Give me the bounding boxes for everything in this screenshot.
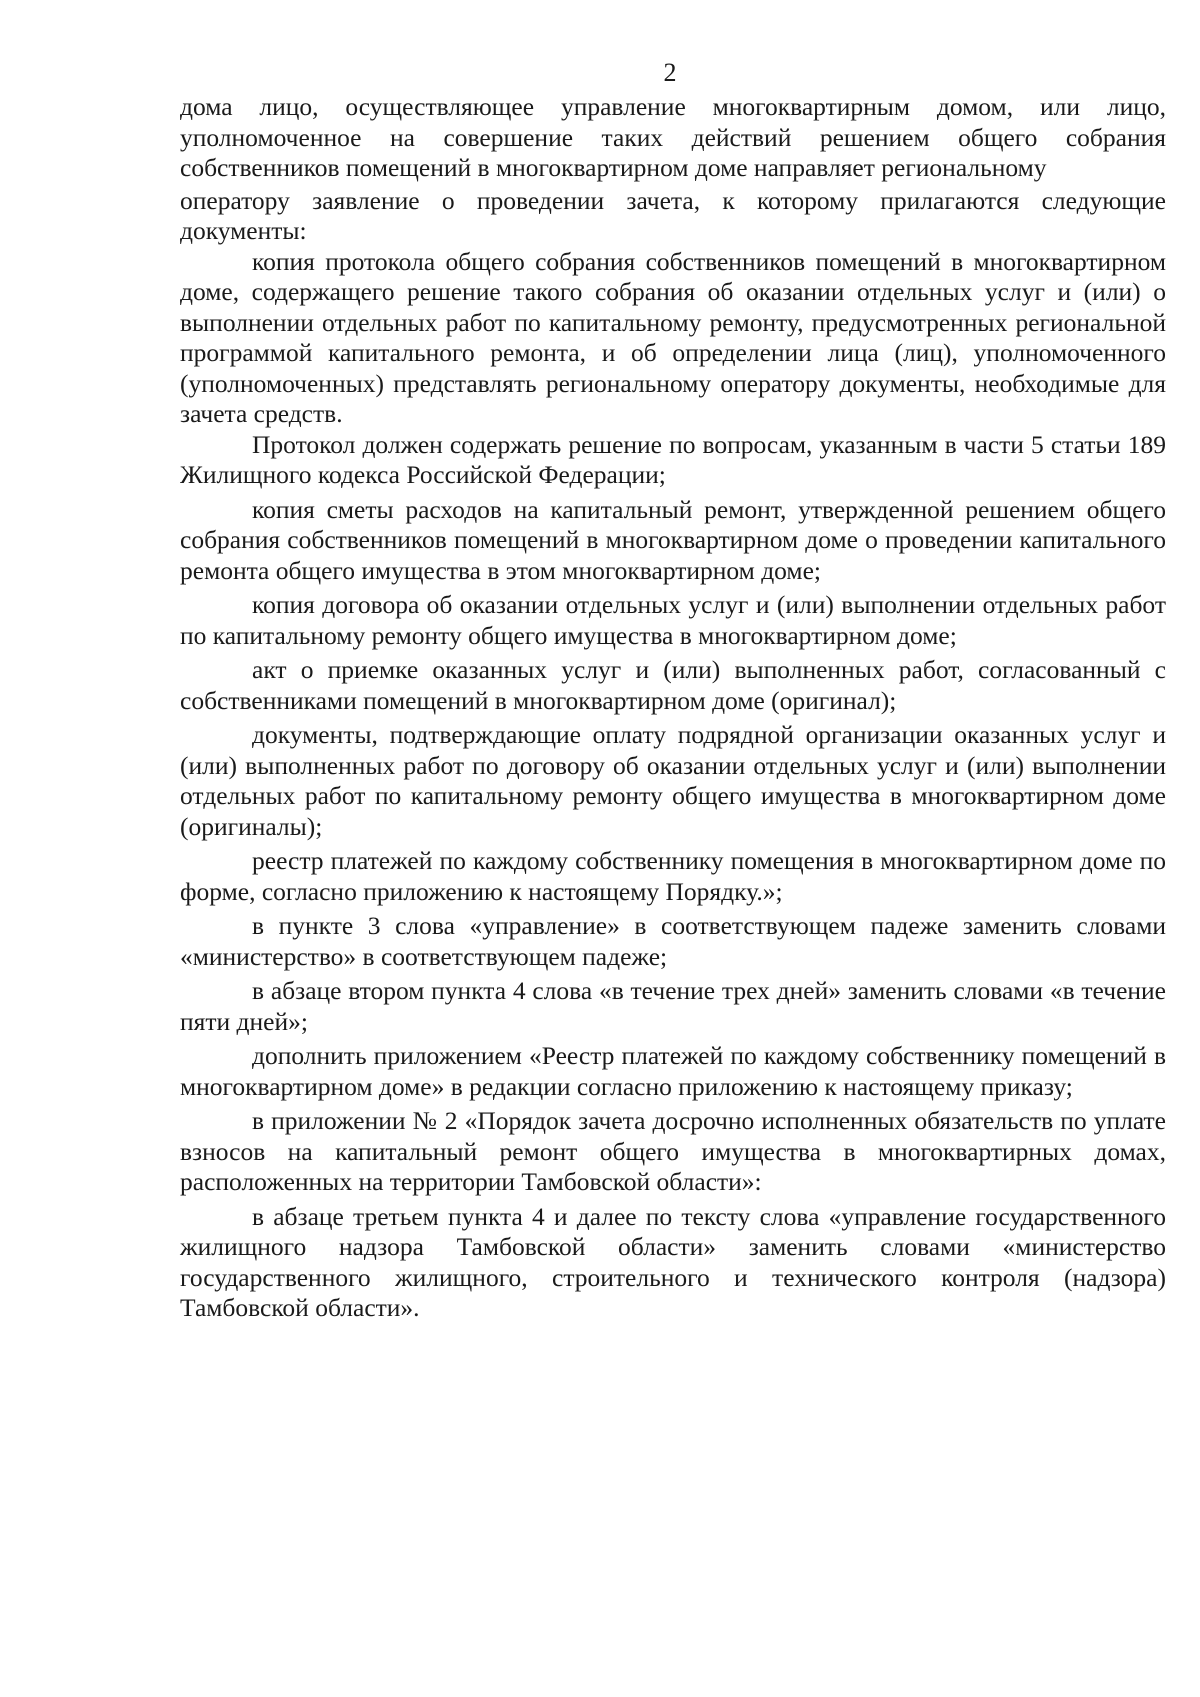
page-number: 2 [663, 58, 677, 87]
paragraph: акт о приемке оказанных услуг и (или) выполненных работ, согласованный с собственниками помещений в многоквартирном доме (оригинал); [180, 655, 1166, 715]
paragraph: дома лицо, осуществляющее управление многоквартирным домом, или лицо, уполномоченное на совершение таких действий решением общего собрания собственников помещений в многоквартирном доме направляет региональному [180, 92, 1166, 182]
paragraph: в абзаце втором пункта 4 слова «в течение трех дней» заменить словами «в течение пяти дней»; [180, 976, 1166, 1036]
paragraph: копия сметы расходов на капитальный ремонт, утвержденной решением общего собрания собственников помещений в многоквартирном доме о проведении капитального ремонта общего имущества в этом многоквартирном доме; [180, 494, 1166, 585]
paragraph: дополнить приложением «Реестр платежей по каждому собственнику помещений в многоквартирном доме» в редакции согласно приложению к настоящему приказу; [180, 1041, 1166, 1101]
paragraph: оператору заявление о проведении зачета, к которому прилагаются следующие документы: [180, 185, 1166, 245]
paragraph: копия протокола общего собрания собственников помещений в многоквартирном доме, содержащего решение такого собрания об оказании отдельных услуг и (или) о выполнении отдельных работ по капитальному ремонту, предусмотренных региональной программой капитального ремонта, и об определении лица (лиц), уполномоченного (уполномоченных) представлять региональному оператору документы, необходимые для зачета средств. [180, 246, 1166, 428]
paragraph: в пункте 3 слова «управление» в соответствующем падеже заменить словами «министерство» в соответствующем падеже; [180, 911, 1166, 971]
paragraph: в абзаце третьем пункта 4 и далее по тексту слова «управление государственного жилищного надзора Тамбовской области» заменить словами «министерство государственного жилищного, строительного и технического контроля (надзора) Тамбовской области». [180, 1201, 1166, 1322]
paragraph: документы, подтверждающие оплату подрядной организации оказанных услуг и (или) выполненных работ по договору об оказании отдельных услуг и (или) выполнении отдельных работ по капитальному ремонту общего имущества в многоквартирном доме (оригиналы); [180, 720, 1166, 841]
paragraph: в приложении № 2 «Порядок зачета досрочно исполненных обязательств по уплате взносов на капитальный ремонт общего имущества в многоквартирных домах, расположенных на территории Тамбовской области»: [180, 1106, 1166, 1196]
document-body [180, 92, 1166, 1324]
paragraph: копия договора об оказании отдельных услуг и (или) выполнении отдельных работ по капитальному ремонту общего имущества в многоквартирном доме; [180, 590, 1166, 650]
paragraph: реестр платежей по каждому собственнику помещения в многоквартирном доме по форме, согласно приложению к настоящему Порядку.»; [180, 846, 1166, 906]
paragraph: Протокол должен содержать решение по вопросам, указанным в части 5 статьи 189 Жилищного кодекса Российской Федерации; [180, 429, 1166, 489]
